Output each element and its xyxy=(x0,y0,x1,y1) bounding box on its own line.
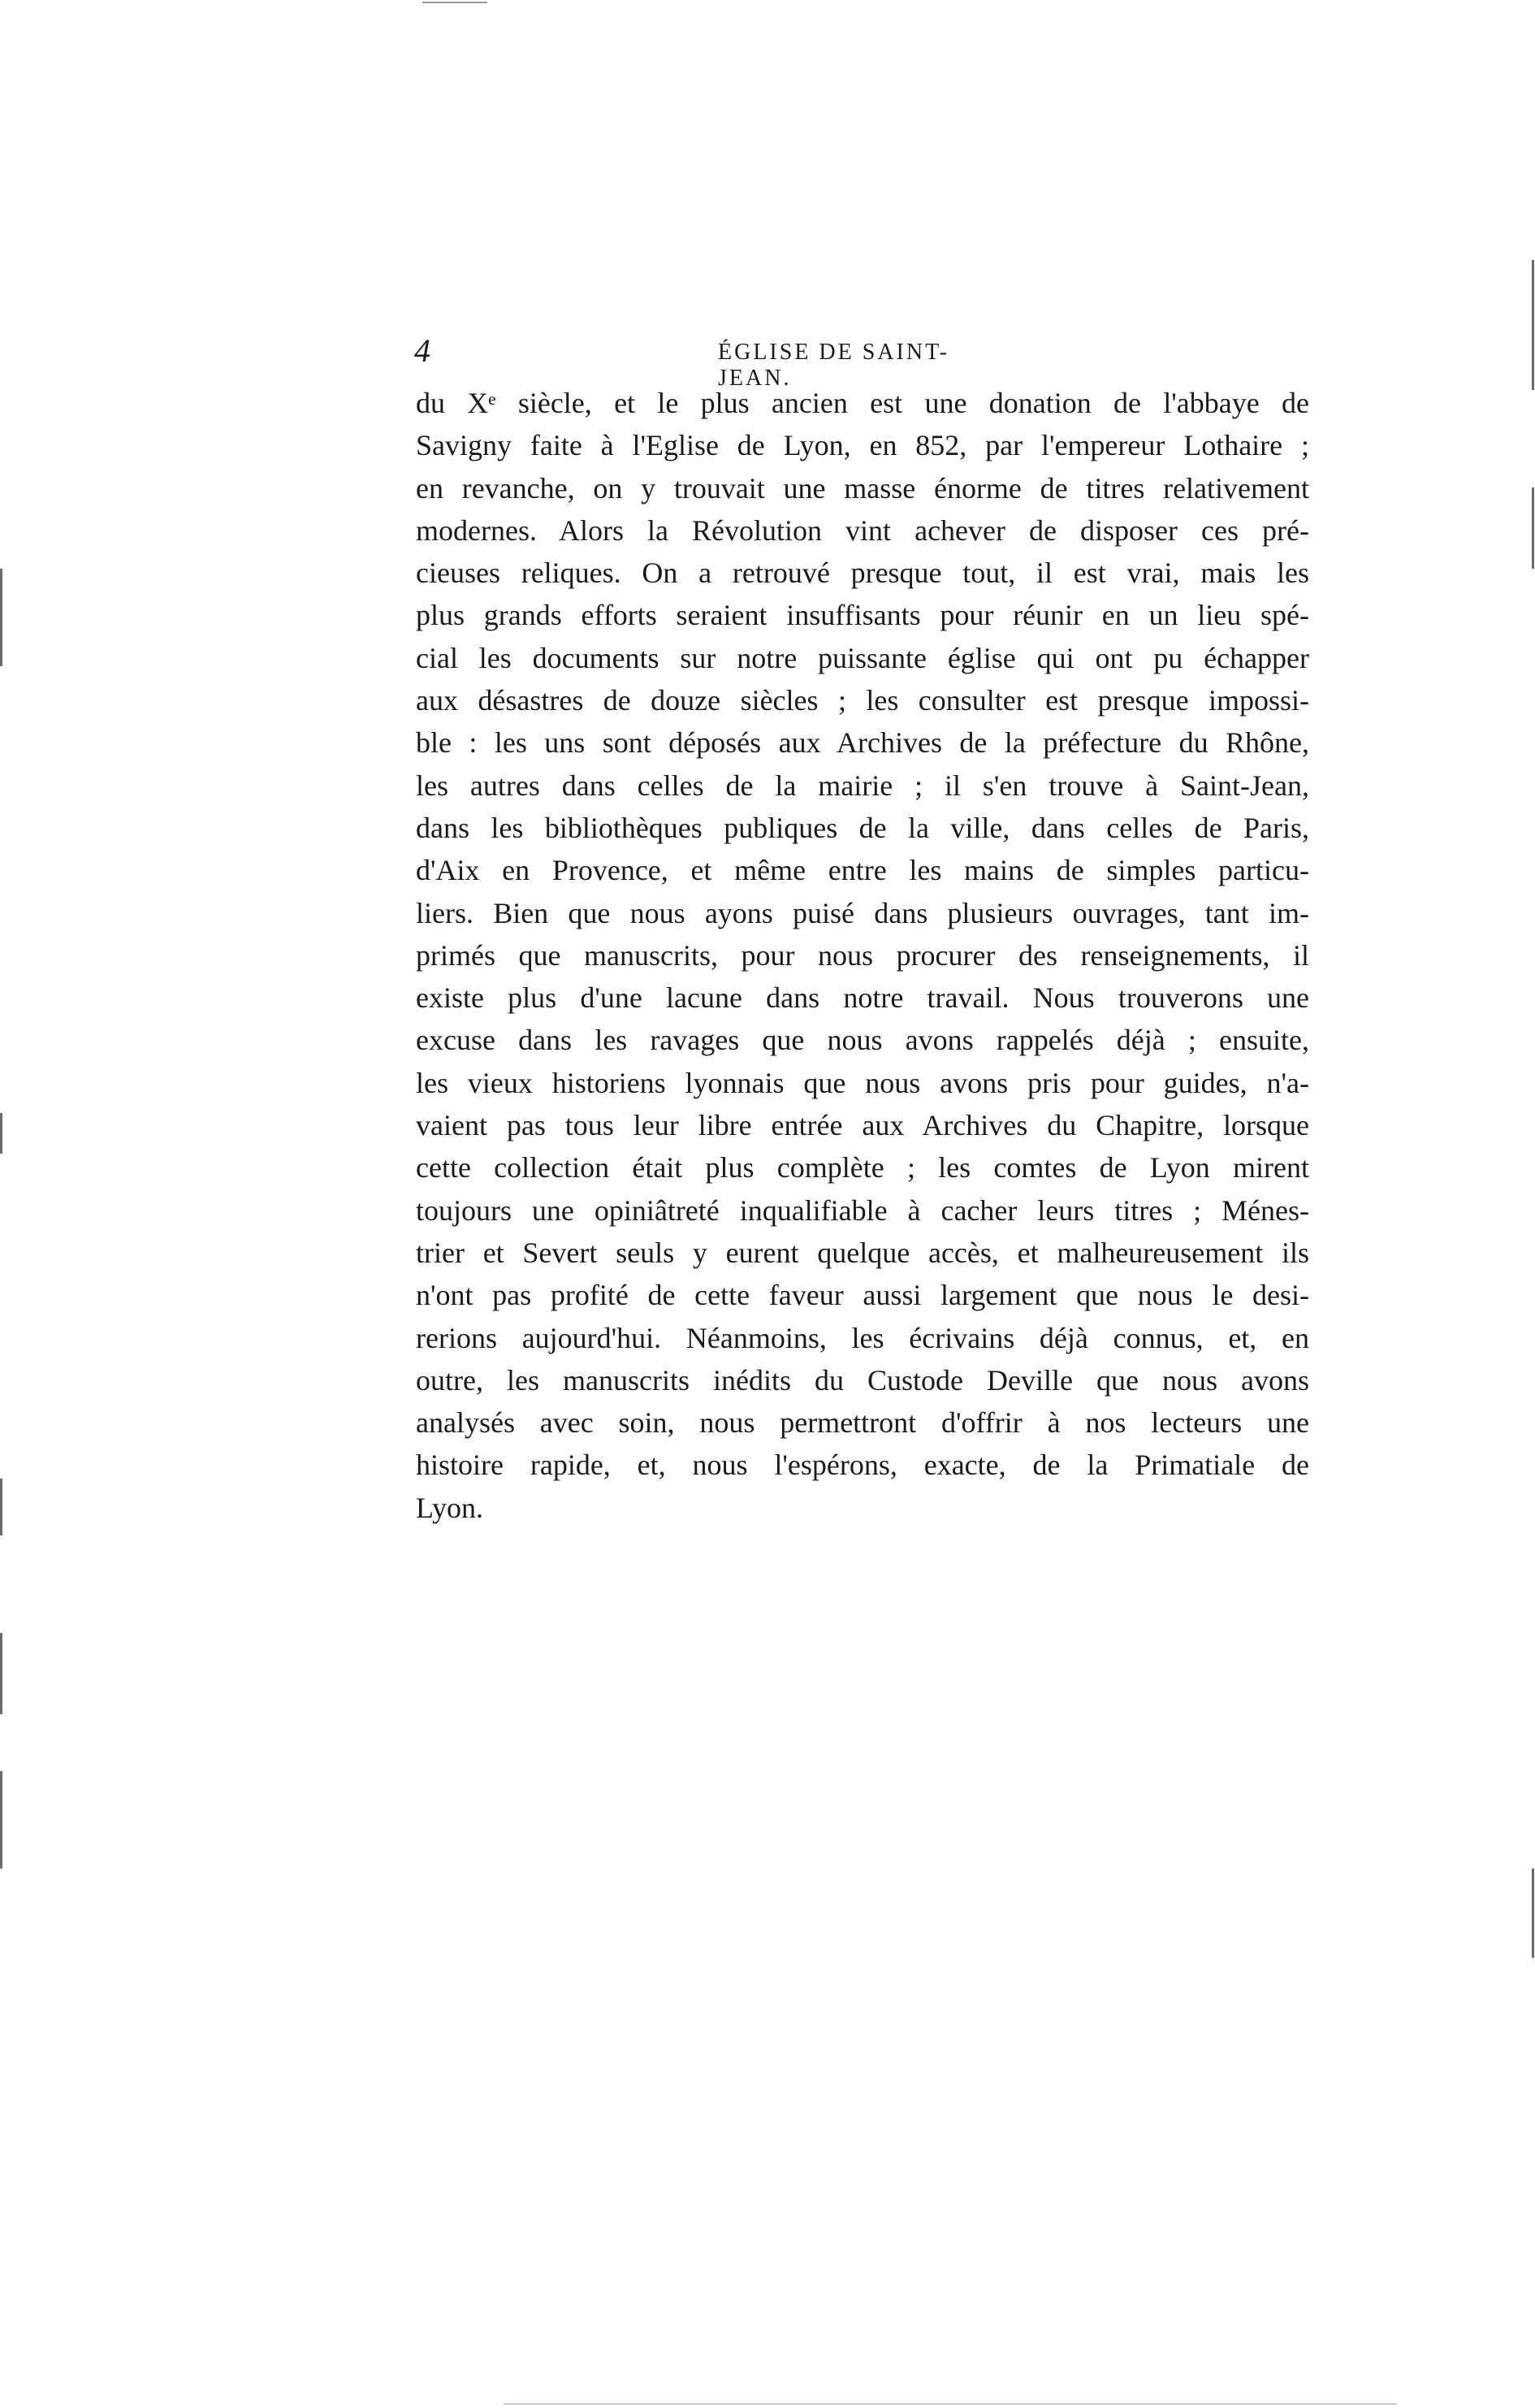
text-line: ble : les uns sont déposés aux Archives de la préfecture du Rhône, xyxy=(416,726,1309,760)
text-line: trier et Severt seuls y eurent quelque accès, et malheureusement ils xyxy=(416,1236,1309,1269)
page-number: 4 xyxy=(414,332,430,369)
text-line: cette collection était plus complète ; les comtes de Lyon mirent xyxy=(416,1151,1309,1185)
text-line: primés que manuscrits, pour nous procurer des renseignements, il xyxy=(416,938,1309,972)
text-line-last: Lyon. xyxy=(416,1491,484,1524)
text-line: cieuses reliques. On a retrouvé presque tout, il est vrai, mais les xyxy=(416,557,1309,590)
scan-mark-left xyxy=(0,1633,2,1714)
text-line: vaient pas tous leur libre entrée aux Archives du Chapitre, lorsque xyxy=(416,1109,1309,1142)
text-line: en revanche, on y trouvait une masse énorme de titres relativement xyxy=(416,471,1309,505)
text-line: les vieux historiens lyonnais que nous avons pris pour guides, n'a- xyxy=(416,1066,1309,1099)
text-line: n'ont pas profité de cette faveur aussi largement que nous le desi- xyxy=(416,1279,1309,1312)
scan-mark-right xyxy=(1532,260,1534,390)
running-title: ÉGLISE DE SAINT-JEAN. xyxy=(718,340,949,391)
text-line: modernes. Alors la Révolution vint achever de disposer ces pré- xyxy=(416,513,1309,547)
scan-mark-right xyxy=(1532,487,1534,569)
text-line: excuse dans les ravages que nous avons rappelés déjà ; ensuite, xyxy=(416,1024,1309,1057)
scan-mark-left xyxy=(0,1113,2,1154)
text-line: rerions aujourd'hui. Néanmoins, les écrivains déjà connus, et, en xyxy=(416,1321,1309,1354)
scan-mark-left xyxy=(0,569,2,666)
scan-mark-left xyxy=(0,1479,2,1535)
text-line: d'Aix en Provence, et même entre les mains de simples particu- xyxy=(416,854,1309,887)
text-line: du Xᵉ siècle, et le plus ancien est une donation de l'abbaye de xyxy=(416,387,1309,419)
text-line: plus grands efforts seraient insuffisants pour réunir en un lieu spé- xyxy=(416,599,1309,632)
scan-edge-top xyxy=(422,2,487,3)
body-paragraph xyxy=(416,382,1309,1529)
text-line: outre, les manuscrits inédits du Custode Deville que nous avons xyxy=(416,1363,1309,1397)
text-line: les autres dans celles de la mairie ; il s'en trouve à Saint-Jean, xyxy=(416,769,1309,802)
scan-mark-left xyxy=(0,1771,2,1869)
text-line: analysés avec soin, nous permettront d'offrir à nos lecteurs une xyxy=(416,1406,1309,1440)
text-line: histoire rapide, et, nous l'espérons, exacte, de la Primatiale de xyxy=(416,1449,1309,1482)
scan-mark-right xyxy=(1532,1869,1534,1958)
text-line: dans les bibliothèques publiques de la ville, dans celles de Paris, xyxy=(416,811,1309,844)
text-line: liers. Bien que nous ayons puisé dans plusieurs ouvrages, tant im- xyxy=(416,896,1309,929)
text-line: cial les documents sur notre puissante église qui ont pu échapper xyxy=(416,641,1309,674)
scan-edge-bottom xyxy=(504,2403,1397,2405)
text-line: toujours une opiniâtreté inqualifiable à cacher leurs titres ; Ménes- xyxy=(416,1193,1309,1227)
text-line: existe plus d'une lacune dans notre travail. Nous trouverons une xyxy=(416,981,1309,1015)
running-header xyxy=(414,331,1011,391)
text-line: Savigny faite à l'Eglise de Lyon, en 852, par l'empereur Lothaire ; xyxy=(416,429,1309,462)
text-line: aux désastres de douze siècles ; les consulter est presque impossi- xyxy=(416,684,1309,717)
